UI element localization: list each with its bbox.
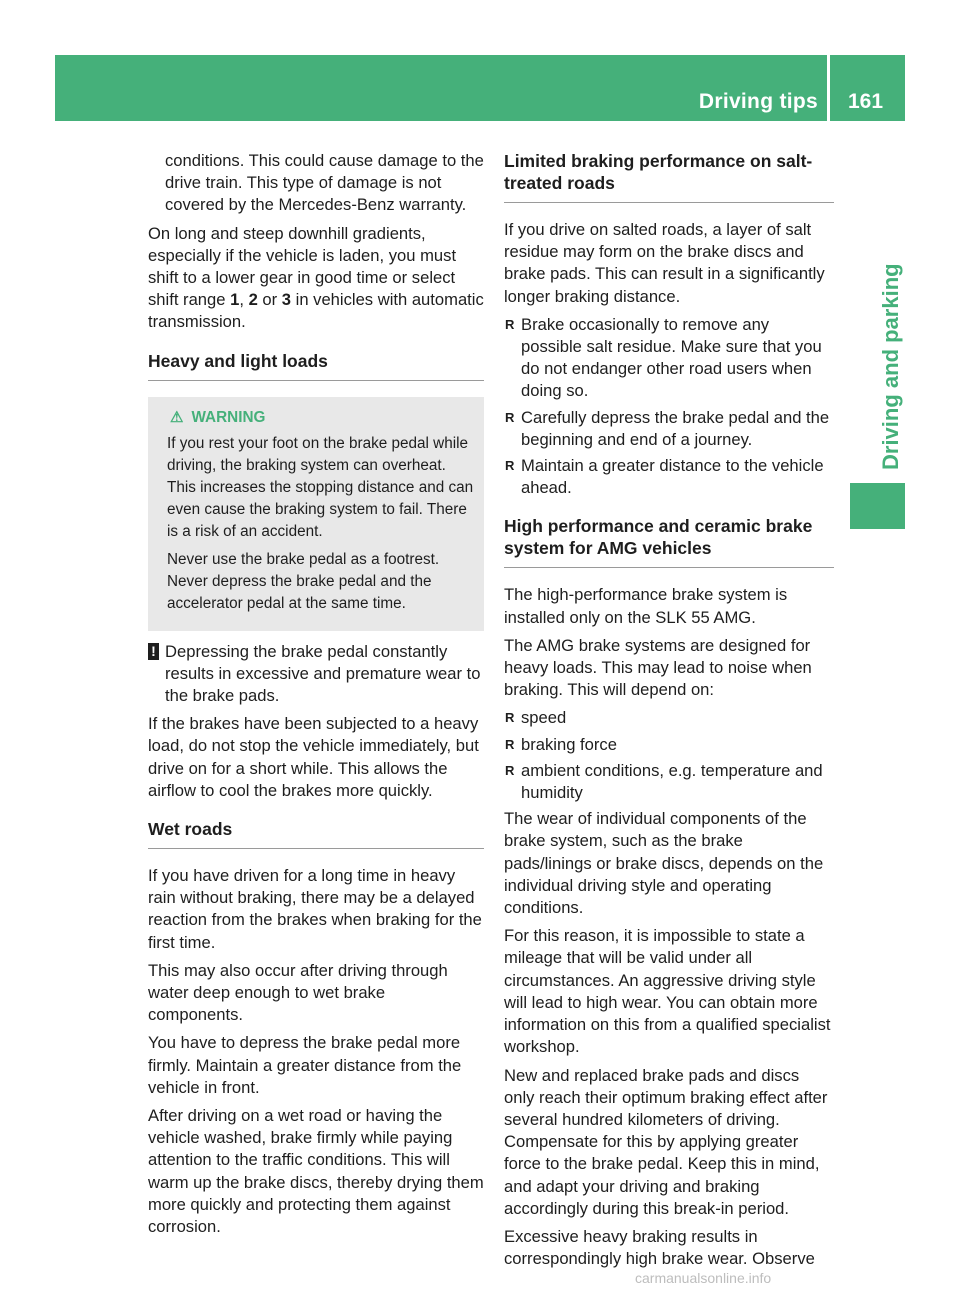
exclamation-icon: ! xyxy=(148,643,159,660)
list-item: R speed xyxy=(504,707,834,729)
paragraph: New and replaced brake pads and discs only reach their optimum braking effect after several hundred kilometers of driving. Compensate for this by applying greater force to the brake pedal. Keep this in mind, and adapt your driving and braking accordingly during this break-in period. xyxy=(504,1065,828,1218)
notice: ! Depressing the brake pedal constantly results in excessive and premature wear to the brake pads. xyxy=(148,641,484,708)
paragraph: You have to depress the brake pedal more firmly. Maintain a greater distance from the vehicle in front. xyxy=(148,1033,462,1097)
bullet-icon: R xyxy=(505,316,515,332)
list-item: R Carefully depress the brake pedal and the beginning and end of a journey. xyxy=(505,407,830,449)
bullet-icon: R xyxy=(505,736,515,752)
warning-box xyxy=(148,397,484,631)
warning-title: ⚠ WARNING xyxy=(170,408,266,426)
paragraph: The wear of individual components of the brake system, such as the brake pads/linings or brake discs, depends on the individual driving style and operating conditions. xyxy=(504,809,824,918)
paragraph: conditions. This could cause damage to the drive train. This type of damage is not covered by the Mercedes-Benz warranty. xyxy=(165,151,484,215)
paragraph: If you drive on salted roads, a layer of salt residue may form on the brake discs and brake pads. This can result in a significantly longer braking distance. xyxy=(504,220,825,306)
warning-text: Never use the brake pedal as a footrest. Never depress the brake pedal and the accelerator pedal at the same time. xyxy=(167,550,440,612)
paragraph: For this reason, it is impossible to state a mileage that will be valid under all circumstances. An aggressive driving style will lead to high wear. You can obtain more information on this from a qualified specialist workshop. xyxy=(504,926,831,1057)
paragraph: The high-performance brake system is installed only on the SLK 55 AMG. xyxy=(504,585,788,627)
left-column xyxy=(148,150,484,1244)
section-heading: Heavy and light loads xyxy=(148,350,484,381)
bullet-icon: R xyxy=(505,409,515,425)
paragraph: This may also occur after driving through water deep enough to wet brake components. xyxy=(148,960,448,1025)
paragraph: After driving on a wet road or having the vehicle washed, brake firmly while paying attention to the traffic conditions. This will warm up the brake discs, thereby drying them more quickly and protecting them against corrosion. xyxy=(148,1106,484,1237)
warning-text: If you rest your foot on the brake pedal while driving, the braking system can overheat. This increases the stopping distance and can even cause the braking system to fail. There is a risk of an accident. xyxy=(167,434,474,540)
list-item: R braking force xyxy=(504,734,834,756)
bullet-icon: R xyxy=(505,458,515,474)
section-heading: Limited braking performance on salt-treated roads xyxy=(504,150,834,203)
paragraph: If you have driven for a long time in heavy rain without braking, there may be a delayed reaction from the brakes when braking for the first time. xyxy=(148,866,482,952)
right-column xyxy=(504,150,834,1276)
list-item: R ambient conditions, e.g. temperature and humidity xyxy=(505,760,823,803)
bullet-icon: R xyxy=(505,762,515,778)
section-heading: Wet roads xyxy=(148,818,484,849)
header-section-title: Driving tips xyxy=(698,90,818,113)
paragraph: The AMG brake systems are designed for heavy loads. This may lead to noise when braking. This will depend on: xyxy=(504,635,812,700)
watermark: carmanualsonline.info xyxy=(635,1270,772,1286)
warning-triangle-icon: ⚠ xyxy=(170,408,184,426)
list-item: R Maintain a greater distance to the vehicle ahead. xyxy=(505,456,824,498)
list-item: R Brake occasionally to remove any possible salt residue. Make sure that you do not endanger other road users when doing so. xyxy=(505,314,822,401)
paragraph: On long and steep downhill gradients, especially if the vehicle is laden, you must shift to a lower gear in good time or select shift range 1, 2 or 3 in vehicles with automatic transmission. xyxy=(148,223,484,332)
side-tab-label: Driving and parking xyxy=(878,263,903,470)
side-tab-marker xyxy=(850,483,905,529)
paragraph: Excessive heavy braking results in correspondingly high brake wear. Observe xyxy=(504,1226,815,1269)
paragraph: If the brakes have been subjected to a heavy load, do not stop the vehicle immediately, but drive on for a short while. This allows the airflow to cool the brakes more quickly. xyxy=(148,714,479,800)
page-number: 161 xyxy=(848,90,884,113)
bullet-icon: R xyxy=(505,710,515,726)
section-heading: High performance and ceramic brake system for AMG vehicles xyxy=(504,515,834,568)
